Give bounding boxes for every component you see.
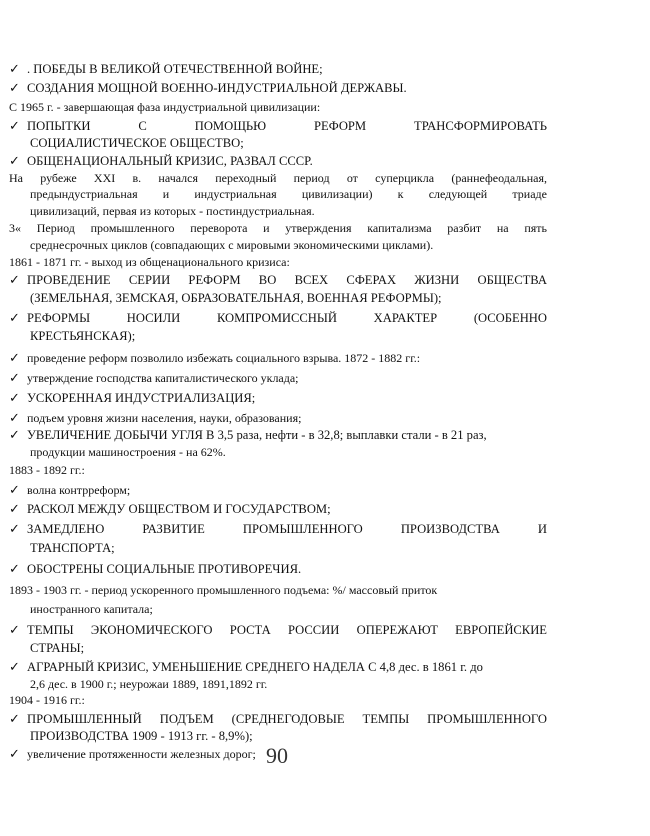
text-line: среднесрочных циклов (совпадающих с мировыми экономическими циклами). (30, 238, 434, 252)
checkmark-icon: ✓ (9, 273, 20, 288)
page-number: 90 (266, 743, 288, 768)
checkmark-icon: ✓ (9, 154, 20, 169)
text-line: 1893 - 1903 гг. - период ускоренного промышленного подъема: %/ массовый приток (9, 583, 438, 597)
checkmark-icon: ✓ (9, 391, 20, 406)
text-line: ✓ ОБЩЕНАЦИОНАЛЬНЫЙ КРИЗИС, РАЗВАЛ СССР. (9, 154, 313, 169)
text-line: 3« Период промышленного переворота и утверждения капитализма разбит на пять (9, 221, 547, 235)
text-line: ТРАНСПОРТА; (30, 541, 115, 555)
checkmark-icon: ✓ (9, 351, 20, 366)
checkmark-icon: ✓ (9, 502, 20, 517)
text-line: КРЕСТЬЯНСКАЯ); (30, 329, 136, 343)
text-line: иностранного капитала; (30, 602, 153, 616)
checkmark-icon: ✓ (9, 712, 20, 727)
checkmark-icon: ✓ (9, 562, 20, 577)
text-line: продукции машиностроения - на 62%. (30, 445, 226, 459)
checkmark-icon: ✓ (9, 747, 20, 762)
text-line: 1883 - 1892 гг.: (9, 463, 85, 477)
text-line: СТРАНЫ; (30, 641, 85, 655)
text-line: 1861 - 1871 гг. - выход из общенационального кризиса: (9, 255, 290, 269)
text-line: ✓ ЗАМЕДЛЕНО РАЗВИТИЕ ПРОМЫШЛЕННОГО ПРОИЗВОДСТВА И (9, 522, 547, 537)
text-line: ✓ утверждение господства капиталистического уклада; (9, 371, 299, 386)
text-line: ✓ РАСКОЛ МЕЖДУ ОБЩЕСТВОМ И ГОСУДАРСТВОМ; (9, 502, 331, 517)
text-line: (ЗЕМЕЛЬНАЯ, ЗЕМСКАЯ, ОБРАЗОВАТЕЛЬНАЯ, ВОЕННАЯ РЕФОРМЫ); (30, 291, 442, 305)
text-line: ✓ подъем уровня жизни населения, науки, образования; (9, 411, 302, 426)
checkmark-icon: ✓ (9, 411, 20, 426)
text-line: ✓ УВЕЛИЧЕНИЕ ДОБЫЧИ УГЛЯ В 3,5 раза, нефти - в 32,8; выплавки стали - в 21 раз, (9, 428, 487, 443)
checkmark-icon: ✓ (9, 62, 20, 77)
checkmark-icon: ✓ (9, 660, 20, 675)
text-line: ✓ ОБОСТРЕНЫ СОЦИАЛЬНЫЕ ПРОТИВОРЕЧИЯ. (9, 562, 302, 577)
text-line: 2,6 дес. в 1900 г.; неурожаи 1889, 1891,1892 гг. (30, 677, 268, 691)
checkmark-icon: ✓ (9, 428, 20, 443)
checkmark-icon: ✓ (9, 483, 20, 498)
text-line: На рубеже XXI в. начался переходный период от суперцикла (раннефеодальная, (9, 171, 547, 185)
text-line: ✓ увеличение протяженности железных дорог; (9, 747, 256, 762)
text-line: предындустриальная и индустриальная цивилизации) к следующей триаде (30, 187, 547, 201)
text-line: ✓ ПРОМЫШЛЕННЫЙ ПОДЪЕМ (СРЕДНЕГОДОВЫЕ ТЕМПЫ ПРОМЫШЛЕННОГО (9, 712, 547, 727)
text-line: ✓ РЕФОРМЫ НОСИЛИ КОМПРОМИССНЫЙ ХАРАКТЕР (ОСОБЕННО (9, 311, 547, 326)
checkmark-icon: ✓ (9, 522, 20, 537)
text-line: ✓ проведение реформ позволило избежать социального взрыва. 1872 - 1882 гг.: (9, 351, 421, 366)
text-line: ✓ СОЗДАНИЯ МОЩНОЙ ВОЕННО-ИНДУСТРИАЛЬНОЙ ДЕРЖАВЫ. (9, 81, 407, 96)
text-line: ПРОИЗВОДСТВА 1909 - 1913 гг. - 8,9%); (30, 729, 253, 743)
text-line: 1904 - 1916 гг.: (9, 693, 85, 707)
checkmark-icon: ✓ (9, 623, 20, 638)
text-line: ✓ ТЕМПЫ ЭКОНОМИЧЕСКОГО РОСТА РОССИИ ОПЕРЕЖАЮТ ЕВРОПЕЙСКИЕ (9, 623, 547, 638)
text-line: ✓ ПОПЫТКИ С ПОМОЩЬЮ РЕФОРМ ТРАНСФОРМИРОВАТЬ (9, 119, 547, 134)
text-line: ✓ ПРОВЕДЕНИЕ СЕРИИ РЕФОРМ ВО ВСЕХ СФЕРАХ ЖИЗНИ ОБЩЕСТВА (9, 273, 547, 288)
text-line: цивилизаций, первая из которых - постиндустриальная. (30, 204, 315, 218)
text-line: СОЦИАЛИСТИЧЕСКОЕ ОБЩЕСТВО; (30, 136, 244, 150)
checkmark-icon: ✓ (9, 119, 20, 134)
text-line: ✓ АГРАРНЫЙ КРИЗИС, УМЕНЬШЕНИЕ СРЕДНЕГО НАДЕЛА С 4,8 дес. в 1861 г. до (9, 660, 483, 675)
text-line: ✓ волна контрреформ; (9, 483, 131, 498)
checkmark-icon: ✓ (9, 371, 20, 386)
checkmark-icon: ✓ (9, 81, 20, 96)
text-line: ✓ УСКОРЕННАЯ ИНДУСТРИАЛИЗАЦИЯ; (9, 391, 256, 406)
text-line: С 1965 г. - завершающая фаза индустриальной цивилизации: (9, 100, 321, 114)
checkmark-icon: ✓ (9, 311, 20, 326)
text-line: ✓ . ПОБЕДЫ В ВЕЛИКОЙ ОТЕЧЕСТВЕННОЙ ВОЙНЕ; (9, 62, 323, 77)
